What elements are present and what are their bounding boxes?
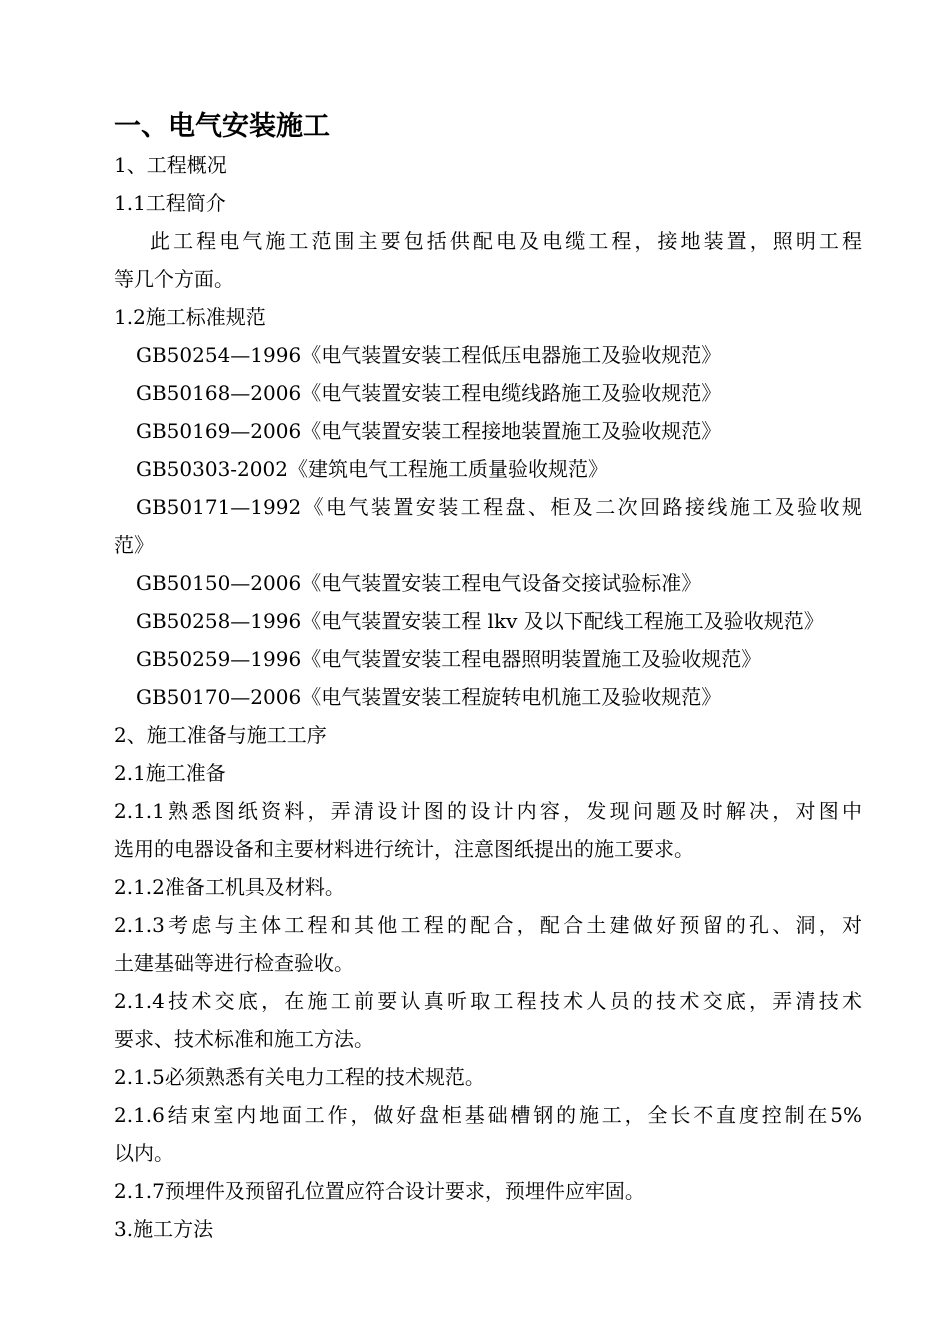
section-2-heading: 2、施工准备与施工工序 [114, 723, 327, 747]
standard-item: GB50254—1996《电气装置安装工程低压电器施工及验收规范》 [136, 343, 722, 367]
standard-item: GB50303-2002《建筑电气工程施工质量验收规范》 [136, 457, 608, 481]
section-1-2-heading: 1.2施工标准规范 [114, 305, 266, 329]
document-body [114, 146, 862, 1248]
section-heading: 一、电气安装施工 [114, 111, 330, 142]
list-item: 2.1.4技术交底，在施工前要认真听取工程技术人员的技术交底，弄清技术 [114, 989, 862, 1013]
standard-item-continued: 范》 [114, 533, 154, 557]
standard-item: GB50171—1992《电气装置安装工程盘、柜及二次回路接线施工及验收规 [136, 495, 862, 519]
section-2-1-heading: 2.1施工准备 [114, 761, 226, 785]
paragraph-line: 等几个方面。 [114, 267, 234, 291]
standard-item: GB50258—1996《电气装置安装工程 lkv 及以下配线工程施工及验收规范》 [136, 609, 824, 633]
section-1-1-heading: 1.1工程简介 [114, 191, 226, 215]
list-item: 2.1.1熟悉图纸资料，弄清设计图的设计内容，发现问题及时解决，对图中 [114, 799, 862, 823]
list-item: 2.1.6结束室内地面工作，做好盘柜基础槽钢的施工，全长不直度控制在5% [114, 1103, 862, 1127]
list-item: 2.1.5必须熟悉有关电力工程的技术规范。 [114, 1065, 485, 1089]
standard-item: GB50170—2006《电气装置安装工程旋转电机施工及验收规范》 [136, 685, 722, 709]
list-item-continued: 选用的电器设备和主要材料进行统计，注意图纸提出的施工要求。 [114, 837, 694, 861]
paragraph-line: 此工程电气施工范围主要包括供配电及电缆工程，接地装置，照明工程 [150, 229, 862, 253]
list-item-continued: 土建基础等进行检查验收。 [114, 951, 354, 975]
standard-item: GB50168—2006《电气装置安装工程电缆线路施工及验收规范》 [136, 381, 722, 405]
standard-item: GB50150—2006《电气装置安装工程电气设备交接试验标准》 [136, 571, 702, 595]
list-item: 2.1.2准备工机具及材料。 [114, 875, 345, 899]
standard-item: GB50169—2006《电气装置安装工程接地装置施工及验收规范》 [136, 419, 722, 443]
list-item: 2.1.3考虑与主体工程和其他工程的配合，配合土建做好预留的孔、洞，对 [114, 913, 862, 937]
list-item: 2.1.7预埋件及预留孔位置应符合设计要求，预埋件应牢固。 [114, 1179, 645, 1203]
standard-item: GB50259—1996《电气装置安装工程电器照明装置施工及验收规范》 [136, 647, 762, 671]
section-3-heading: 3.施工方法 [114, 1217, 214, 1241]
list-item-continued: 要求、技术标准和施工方法。 [114, 1027, 374, 1051]
list-item-continued: 以内。 [114, 1141, 174, 1165]
section-1-heading: 1、工程概况 [114, 153, 227, 177]
